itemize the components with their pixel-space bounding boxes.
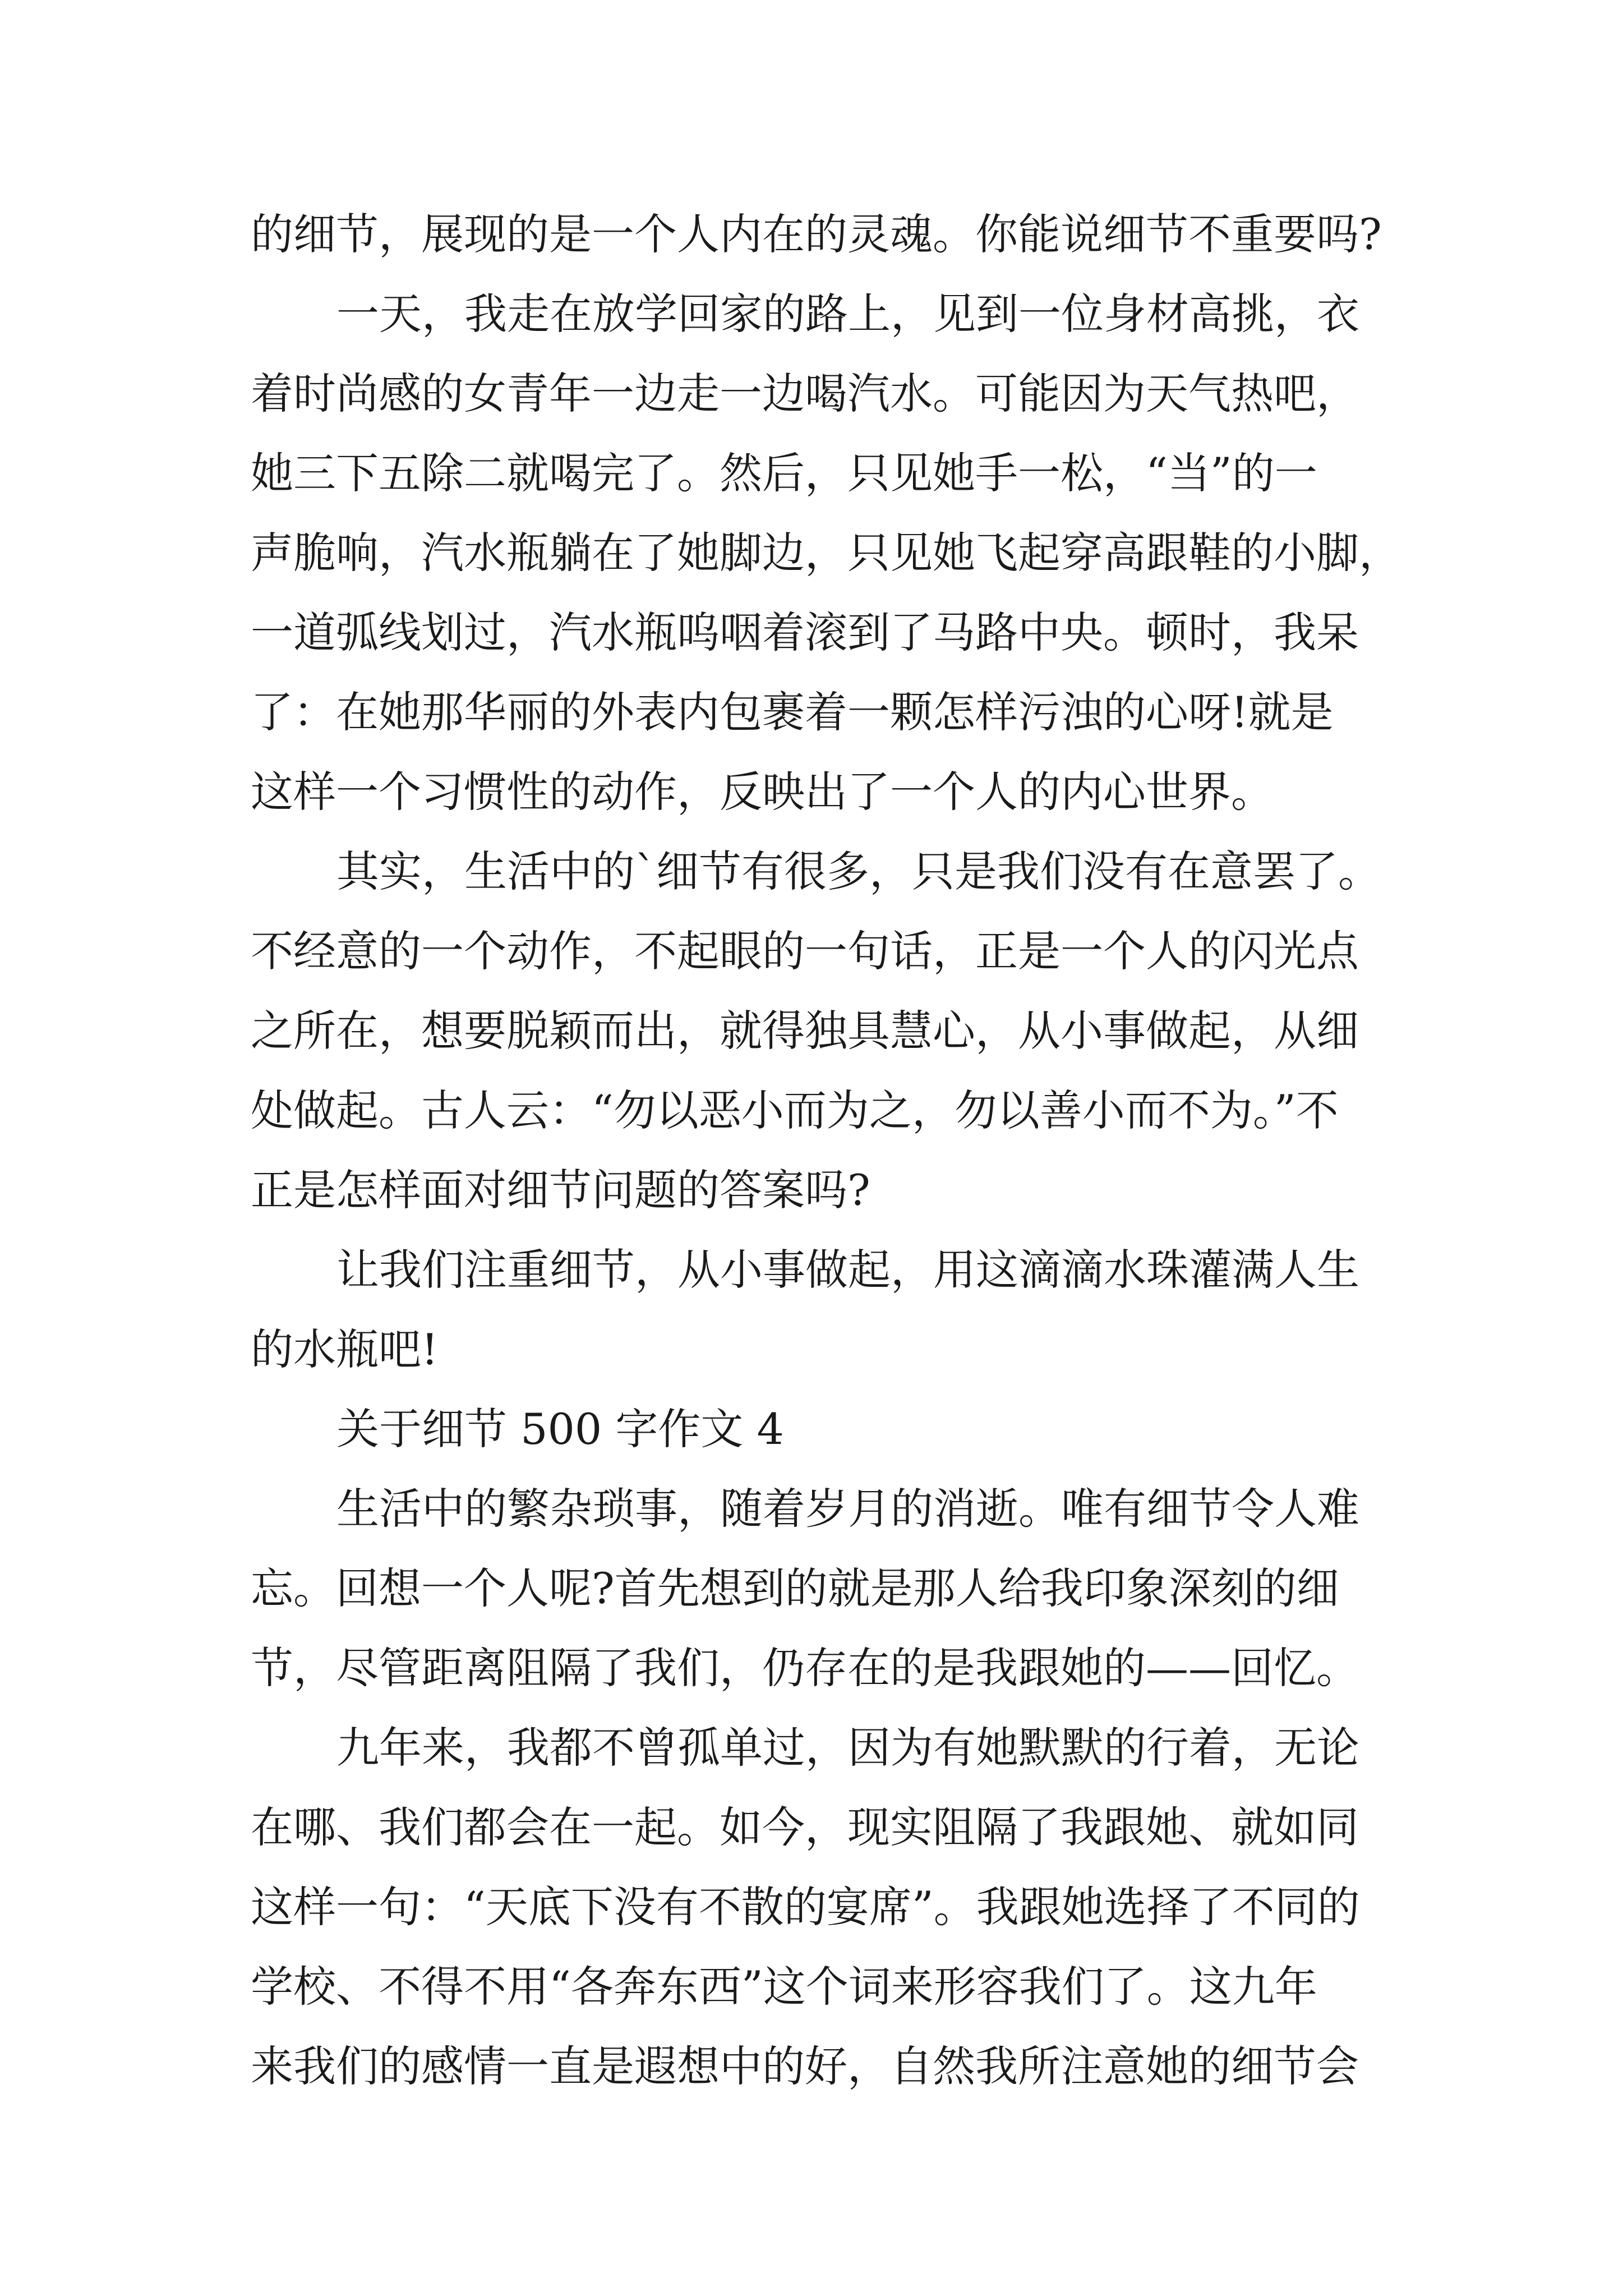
text-line: 忘。回想一个人呢?首先想到的就是那人给我印象深刻的细 [251,1563,1339,1613]
text-line: 来我们的感情一直是遐想中的好，自然我所注意她的细节会 [251,2041,1359,2091]
text-line: 这样一句：“天底下没有不散的宴席”。我跟她选择了不同的 [251,1882,1360,1932]
text-line: 处做起。古人云：“勿以恶小而为之，勿以善小而不为。”不 [251,1085,1339,1135]
paragraph-start-line: 九年来，我都不曾孤单过，因为有她默默的行着，无论 [336,1723,1359,1773]
text-line: 之所在，想要脱颖而出，就得独具慧心，从小事做起，从细 [251,1006,1359,1056]
paragraph-start-line: 一天，我走在放学回家的路上，见到一位身材高挑，衣 [336,289,1359,339]
text-line: 声脆响，汽水瓶躺在了她脚边，只见她飞起穿高跟鞋的小脚， [251,528,1401,578]
paragraph-start-line: 让我们注重细节，从小事做起，用这滴滴水珠灌满人生 [336,1245,1359,1295]
text-line: 的水瓶吧! [251,1324,439,1374]
paragraph-start-line: 其实，生活中的`细节有很多，只是我们没有在意罢了。 [336,846,1381,896]
text-line: 正是怎样面对细节问题的答案吗? [251,1165,870,1215]
text-line: 着时尚感的女青年一边走一边喝汽水。可能因为天气热吧， [251,369,1359,418]
text-line: 不经意的一个动作，不起眼的一句话，正是一个人的闪光点 [251,926,1359,976]
section-heading: 关于细节 500 字作文 4 [336,1404,784,1454]
text-line: 一道弧线划过，汽水瓶呜咽着滚到了马路中央。顿时，我呆 [251,608,1359,657]
text-line: 了：在她那华丽的外表内包裹着一颗怎样污浊的心呀!就是 [251,687,1334,737]
text-line: 学校、不得不用“各奔东西”这个词来形容我们了。这九年 [251,1962,1317,2012]
paragraph-start-line: 生活中的繁杂琐事，随着岁月的消逝。唯有细节令人难 [336,1484,1359,1534]
text-line: 节，尽管距离阻隔了我们，仍存在的是我跟她的——回忆。 [251,1643,1359,1693]
text-line: 她三下五除二就喝完了。然后，只见她手一松，“当”的一 [251,448,1317,498]
text-line: 在哪、我们都会在一起。如今，现实阻隔了我跟她、就如同 [251,1802,1359,1852]
text-line: 的细节，展现的是一个人内在的灵魂。你能说细节不重要吗? [251,209,1382,259]
text-line: 这样一个习惯性的动作，反映出了一个人的内心世界。 [251,767,1274,817]
